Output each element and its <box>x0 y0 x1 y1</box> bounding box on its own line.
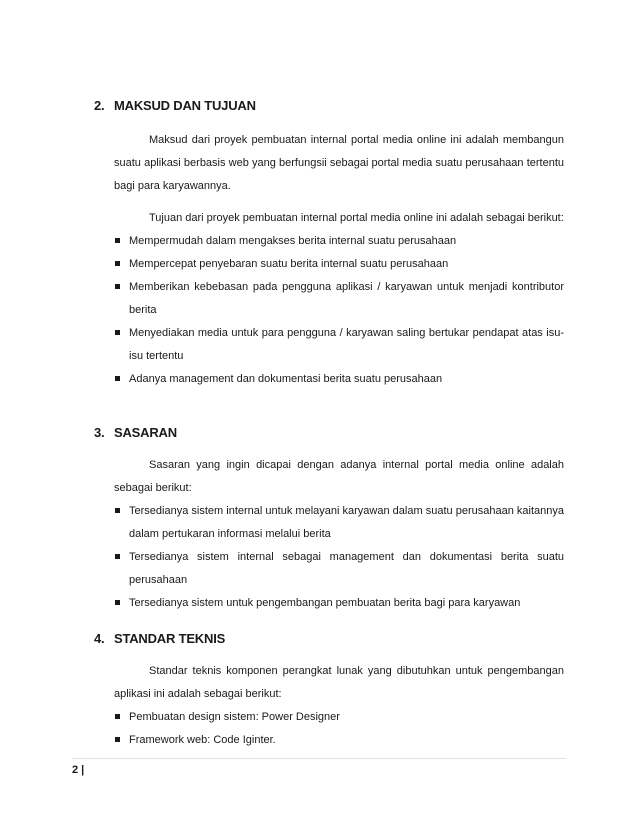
section-title: SASARAN <box>114 425 177 440</box>
section-title: MAKSUD DAN TUJUAN <box>114 98 256 113</box>
section-heading <box>94 97 564 115</box>
section-sasaran <box>94 424 564 615</box>
list-item: Mempermudah dalam mengakses berita internal suatu perusahaan <box>114 230 564 253</box>
list-item: Memberikan kebebasan pada pengguna aplikasi / karyawan untuk menjadi kontributor berita <box>114 276 564 322</box>
list-item: Menyediakan media untuk para pengguna / karyawan saling bertukar pendapat atas isu-isu tertentu <box>114 322 564 368</box>
list-item: Pembuatan design sistem: Power Designer <box>114 706 564 729</box>
section-heading <box>94 424 564 442</box>
section-heading <box>94 630 564 648</box>
bullet-list <box>94 706 564 752</box>
list-item: Tersedianya sistem internal untuk melayani karyawan dalam suatu perusahaan kaitannya dalam pertukaran informasi melalui berita <box>114 500 564 546</box>
bullet-list <box>94 230 564 391</box>
section-number: 3. <box>94 425 105 440</box>
paragraph: Tujuan dari proyek pembuatan internal portal media online ini adalah sebagai berikut: <box>149 212 564 224</box>
paragraph: Sasaran yang ingin dicapai dengan adanya internal portal media online adalah sebagai berikut: <box>114 459 564 494</box>
section-maksud-dan-tujuan <box>94 97 564 391</box>
footer-divider <box>72 758 566 759</box>
section-number: 4. <box>94 631 105 646</box>
list-item: Mempercepat penyebaran suatu berita internal suatu perusahaan <box>114 253 564 276</box>
page-number: 2 | <box>72 764 85 776</box>
list-item: Framework web: Code Iginter. <box>114 729 564 752</box>
list-item: Tersedianya sistem untuk pengembangan pembuatan berita bagi para karyawan <box>114 592 564 615</box>
paragraph: Maksud dari proyek pembuatan internal portal media online ini adalah membangun suatu aplikasi berbasis web yang berfungsii sebagai portal media suatu perusahaan tertentu bagi para karyawannya. <box>114 134 564 192</box>
list-item: Adanya management dan dokumentasi berita suatu perusahaan <box>114 368 564 391</box>
bullet-list <box>94 500 564 615</box>
paragraph: Standar teknis komponen perangkat lunak yang dibutuhkan untuk pengembangan aplikasi ini adalah sebagai berikut: <box>114 665 564 700</box>
section-title: STANDAR TEKNIS <box>114 631 226 646</box>
list-item: Tersedianya sistem internal sebagai management dan dokumentasi berita suatu perusahaan <box>114 546 564 592</box>
section-number: 2. <box>94 98 105 113</box>
section-standar-teknis <box>94 630 564 752</box>
